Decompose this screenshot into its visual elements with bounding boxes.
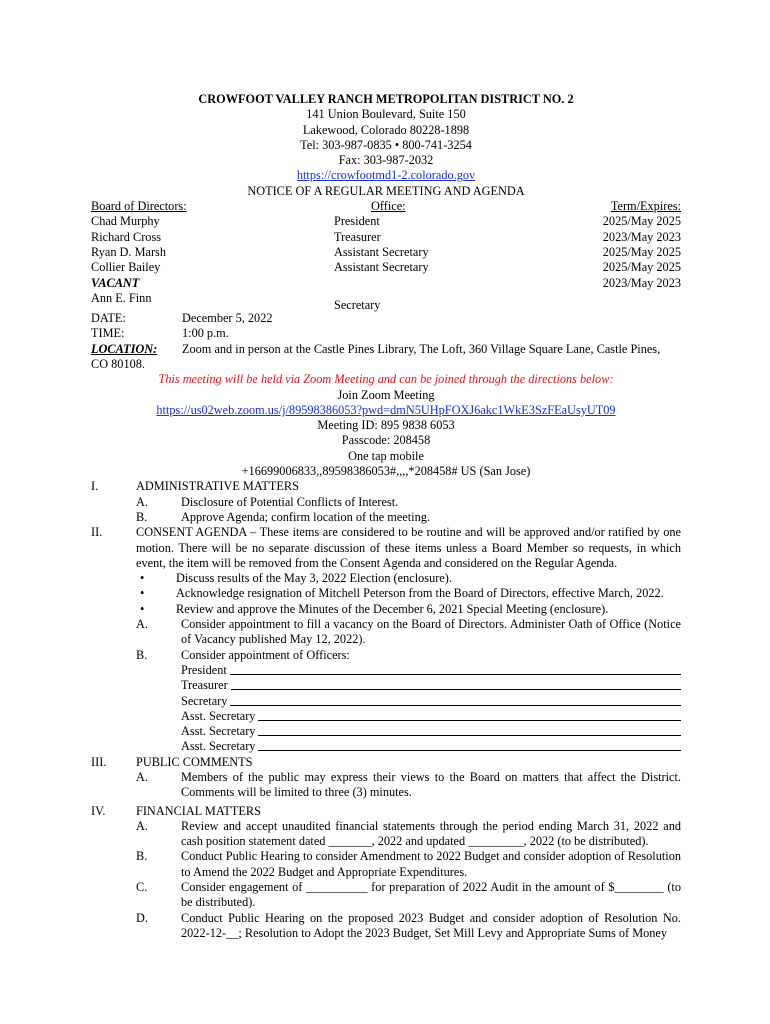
date-label: DATE:	[91, 311, 126, 326]
zoom-passcode: Passcode: 208458	[341, 433, 431, 448]
bullet-icon: •	[140, 586, 145, 601]
item-text: Consider appointment of Officers:	[181, 647, 350, 662]
member-term: 2023/May 2023	[602, 229, 681, 244]
district-title: CROWFOOT VALLEY RANCH METROPOLITAN DISTRICT NO. 2	[198, 92, 574, 106]
notice-heading: NOTICE OF A REGULAR MEETING AND AGENDA	[247, 183, 525, 198]
item-letter: A.	[136, 617, 148, 632]
bullet-item	[136, 602, 681, 617]
website-link[interactable]: https://crowfootmd1-2.colorado.gov	[296, 168, 476, 183]
agenda-item	[136, 880, 681, 911]
section-number: I.	[91, 479, 99, 494]
agenda-page	[91, 92, 681, 941]
member-office: President	[334, 214, 380, 229]
section-title: FINANCIAL MATTERS	[136, 803, 261, 818]
section-1	[91, 479, 681, 494]
bullet-item	[136, 571, 681, 586]
bullet-text: Review and approve the Minutes of the December 6, 2021 Special Meeting (enclosure).	[176, 601, 609, 616]
item-text: Conduct Public Hearing on the proposed 2023 Budget and consider adoption of Resolution No. 2022-12-__; Resolution to Adopt the 2023 Budget, Set Mill Levy and Appropriate Sums of Money	[181, 910, 681, 940]
office-header: Office:	[371, 199, 406, 214]
member-term: 2023/May 2023	[602, 275, 681, 290]
bullet-text: Acknowledge resignation of Mitchell Peterson from the Board of Directors, effective March, 2022.	[176, 586, 664, 601]
officer-line	[181, 663, 681, 678]
officer-label: Asst. Secretary	[181, 739, 256, 754]
item-text: Conduct Public Hearing to consider Amendment to 2022 Budget and consider adoption of Resolution to Amend the 2022 Budget and Appropriate Expenditures.	[181, 849, 681, 879]
agenda-item	[136, 819, 681, 850]
section-4	[91, 804, 681, 819]
officer-label: Asst. Secretary	[181, 724, 256, 739]
item-letter: A.	[136, 769, 148, 784]
officer-line	[181, 739, 681, 754]
officer-label: Asst. Secretary	[181, 708, 256, 723]
location-row	[91, 342, 681, 357]
agenda-item	[136, 770, 681, 801]
agenda-item	[136, 510, 681, 525]
section-title: PUBLIC COMMENTS	[136, 754, 253, 769]
agenda-item	[136, 617, 681, 648]
agenda-item	[136, 849, 681, 880]
location-label: LOCATION:	[91, 341, 158, 356]
blank-line	[230, 663, 681, 675]
bullet-icon: •	[140, 601, 145, 616]
officer-line	[181, 694, 681, 709]
section-title: ADMINISTRATIVE MATTERS	[136, 479, 299, 494]
blank-line	[258, 709, 681, 721]
item-letter: C.	[136, 880, 148, 895]
item-text: Review and accept unaudited financial statements through the period ending March 31, 2022 and cash position statement dated _______, 2022 and updated _________, 2022 (to be distributed).	[181, 818, 681, 849]
item-text: Members of the public may express their views to the Board on matters that affect the District. Comments will be limited to three (3) minutes.	[181, 769, 681, 800]
member-name: VACANT	[91, 275, 140, 290]
officer-label: Treasurer	[181, 678, 228, 693]
board-table	[91, 199, 681, 312]
section-number: III.	[91, 754, 107, 769]
member-term: 2025/May 2025	[602, 214, 681, 229]
address-line-2: Lakewood, Colorado 80228-1898	[302, 122, 470, 137]
time-value: 1:00 p.m.	[182, 326, 229, 341]
bullet-item	[136, 586, 681, 601]
member-office: Assistant Secretary	[334, 260, 429, 275]
member-office: Assistant Secretary	[334, 244, 429, 259]
bullet-icon: •	[140, 571, 145, 586]
zoom-link[interactable]: https://us02web.zoom.us/j/89598386053?pwd=dmN5UHpFOXJ6akc1WkE3SzFEaUsyUT09	[156, 402, 616, 417]
date-value: December 5, 2022	[182, 311, 273, 326]
officer-line	[181, 678, 681, 693]
item-letter: D.	[136, 910, 148, 925]
item-text: Approve Agenda; confirm location of the meeting.	[181, 509, 430, 524]
blank-line	[258, 739, 681, 751]
bullet-text: Discuss results of the May 3, 2022 Election (enclosure).	[176, 571, 452, 586]
section-text: CONSENT AGENDA – These items are considered to be routine and will be approved and/or ratified by one motion. There will be no separate discussion of these items unless a Board Member so requests, in which event, the item will be removed from the Consent Agenda and considered on the Regular Agenda.	[136, 525, 681, 570]
agenda-item	[136, 911, 681, 942]
zoom-meeting-id: Meeting ID: 895 9838 6053	[317, 418, 455, 433]
date-row	[91, 311, 681, 326]
agenda-item	[136, 495, 681, 510]
section-number: IV.	[91, 803, 106, 818]
item-letter: A.	[136, 494, 148, 509]
member-name: Collier Bailey	[91, 260, 161, 275]
member-name: Richard Cross	[91, 229, 162, 244]
term-header: Term/Expires:	[610, 199, 681, 214]
blank-line	[231, 678, 681, 690]
member-office: Secretary	[334, 297, 381, 312]
member-office: Treasurer	[334, 229, 381, 244]
item-letter: B.	[136, 647, 148, 662]
zoom-phone: +16699006833,,89598386053#,,,,*208458# US (San Jose)	[241, 464, 531, 479]
officer-line	[181, 724, 681, 739]
time-row	[91, 326, 681, 341]
member-term: 2025/May 2025	[602, 260, 681, 275]
member-term: 2025/May 2025	[602, 244, 681, 259]
member-office	[334, 276, 534, 291]
time-label: TIME:	[91, 326, 125, 341]
item-letter: B.	[136, 509, 148, 524]
location-continued: CO 80108.	[91, 356, 145, 371]
zoom-join: Join Zoom Meeting	[337, 387, 435, 402]
officer-label: Secretary	[181, 693, 228, 708]
item-text: Disclosure of Potential Conflicts of Interest.	[181, 494, 399, 509]
blank-line	[230, 694, 681, 706]
section-number: II.	[91, 525, 103, 540]
location-value: Zoom and in person at the Castle Pines Library, The Loft, 360 Village Square Lane, Castle Pines,	[182, 341, 661, 356]
officer-line	[181, 709, 681, 724]
item-letter: A.	[136, 818, 148, 833]
board-header: Board of Directors:	[91, 199, 187, 214]
officer-label: President	[181, 662, 227, 677]
item-text: Consider appointment to fill a vacancy on the Board of Directors. Administer Oath of Office (Notice of Vacancy published May 12, 2022).	[181, 617, 681, 647]
section-3	[91, 755, 681, 770]
item-letter: B.	[136, 849, 148, 864]
member-name: Chad Murphy	[91, 214, 160, 229]
item-text: Consider engagement of __________ for preparation of 2022 Audit in the amount of $________ (to be distributed).	[181, 880, 681, 910]
telephone: Tel: 303-987-0835 • 800-741-3254	[300, 137, 472, 152]
blank-line	[258, 724, 681, 736]
fax: Fax: 303-987-2032	[338, 153, 434, 168]
member-name: Ann E. Finn	[91, 290, 152, 305]
section-2	[91, 525, 681, 571]
address-line-1: 141 Union Boulevard, Suite 150	[306, 107, 466, 122]
member-name: Ryan D. Marsh	[91, 244, 166, 259]
zoom-one-tap: One tap mobile	[348, 448, 424, 463]
agenda-item	[136, 648, 681, 663]
zoom-notice: This meeting will be held via Zoom Meeting and can be joined through the directions below:	[158, 372, 614, 387]
